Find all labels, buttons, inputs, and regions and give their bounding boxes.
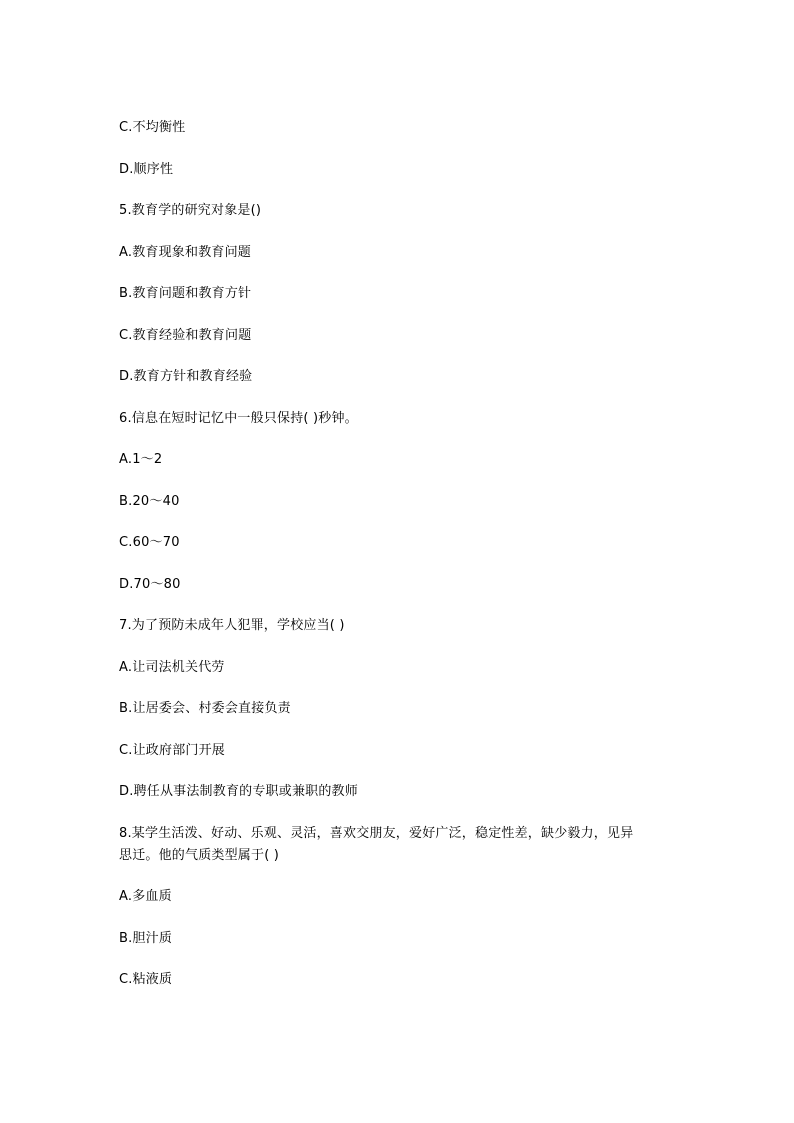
question-6: 6.信息在短时记忆中一般只保持( )秒钟。 xyxy=(119,411,358,426)
option-b-q6: B.20～40 xyxy=(119,494,180,509)
option-b-q8: B.胆汁质 xyxy=(119,931,173,946)
option-a-q6: A.1～2 xyxy=(119,452,163,467)
option-b-q5: B.教育问题和教育方针 xyxy=(119,286,252,301)
question-7: 7.为了预防未成年人犯罪，学校应当( ) xyxy=(119,618,345,633)
option-c-q5: C.教育经验和教育问题 xyxy=(119,328,252,343)
option-a-q7: A.让司法机关代劳 xyxy=(119,660,225,675)
question-8-line-1: 8.某学生活泼、好动、乐观、灵活，喜欢交朋友，爱好广泛，稳定性差，缺少毅力，见异 xyxy=(119,826,634,841)
option-a-q8: A.多血质 xyxy=(119,889,172,904)
option-d-q4: D.顺序性 xyxy=(119,162,174,177)
option-a-q5: A.教育现象和教育问题 xyxy=(119,245,251,260)
option-c-q7: C.让政府部门开展 xyxy=(119,743,226,758)
option-d-q5: D.教育方针和教育经验 xyxy=(119,369,253,384)
option-c-q8: C.粘液质 xyxy=(119,972,173,987)
question-5: 5.教育学的研究对象是() xyxy=(119,203,262,218)
option-c-q6: C.60～70 xyxy=(119,535,180,550)
question-8-line-2: 思迁。他的气质类型属于( ) xyxy=(119,848,280,863)
option-d-q7: D.聘任从事法制教育的专职或兼职的教师 xyxy=(119,784,358,799)
option-d-q6: D.70～80 xyxy=(119,577,181,592)
option-b-q7: B.让居委会、村委会直接负责 xyxy=(119,701,291,716)
option-c-q4: C.不均衡性 xyxy=(119,120,186,135)
